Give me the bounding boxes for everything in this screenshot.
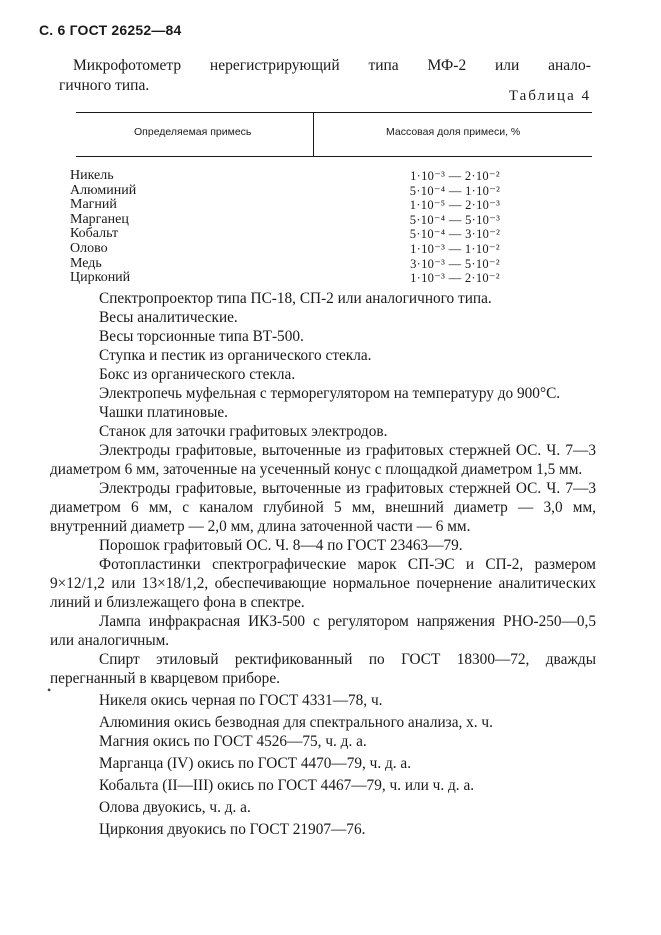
table-row: [70, 168, 592, 184]
impurity-name: Медь: [70, 255, 102, 271]
intro-word: типа: [368, 57, 399, 74]
page-header: С. 6 ГОСТ 26252—84: [39, 22, 182, 38]
impurity-value: 5·10⁻⁴ — 5·10⁻³: [409, 212, 501, 227]
intro-word: анало-: [548, 57, 591, 74]
impurity-value: 1·10⁻³ — 2·10⁻²: [410, 271, 500, 286]
table-row: [70, 211, 592, 228]
impurity-value: 1·10⁻³ — 2·10⁻²: [410, 169, 500, 183]
list-item: Чашки платиновые.: [99, 404, 228, 421]
column-header-impurity: Определяемая примесь: [134, 126, 252, 138]
impurity-name: Магний: [70, 197, 117, 213]
table-row: [70, 182, 592, 199]
list-item: Олова двуокись, ч. д. а.: [99, 799, 251, 816]
intro-word: Микрофотометр: [73, 57, 182, 74]
table-row: [70, 255, 592, 272]
intro-line-2: гичного типа.: [59, 77, 150, 94]
table-row: [70, 197, 592, 213]
table-row: [70, 270, 592, 286]
impurity-value: 3·10⁻³ — 5·10⁻²: [410, 256, 500, 271]
table-row: [70, 226, 592, 242]
list-item: Электроды графитовые, выточенные из графитовых стержней ОС. Ч. 7—3 диаметром 6 мм, с каналом глубиной 5 мм, внешний диаметр — 3,0 мм, внутренний диаметр — 2,0 мм, длина заточенной части — 6 мм.: [50, 480, 596, 535]
list-item: Циркония двуокись по ГОСТ 21907—76.: [99, 821, 366, 838]
list-item: Алюминия окись безводная для спектрального анализа, х. ч.: [99, 714, 493, 731]
impurity-value: 1·10⁻⁵ — 2·10⁻³: [409, 198, 501, 213]
impurity-table: [70, 112, 592, 289]
column-header-fraction: Массовая доля примеси, %: [386, 126, 521, 138]
list-item: Электропечь муфельная с терморегулятором на температуру до 900°С.: [99, 385, 561, 402]
list-item: Весы торсионные типа ВТ-500.: [99, 328, 304, 345]
intro-word: МФ-2: [427, 57, 467, 74]
impurity-value: 1·10⁻³ — 1·10⁻²: [410, 241, 500, 256]
list-item: Бокс из органического стекла.: [99, 366, 296, 383]
impurity-value: 5·10⁻⁴ — 3·10⁻²: [409, 227, 501, 242]
intro-word: или: [495, 57, 520, 74]
list-item: Спектропроектор типа ПС-18, СП-2 или аналогичного типа.: [99, 290, 492, 307]
list-item: Фотопластинки спектрографические марок СП-ЭС и СП-2, размером 9×12/1,2 или 13×18/1,2, обеспечивающие нормальное почернение аналитических линий и близлежащего фона в спектре.: [50, 556, 596, 611]
equipment-list: [50, 289, 596, 839]
list-item: Никеля окись черная по ГОСТ 4331—78, ч.: [99, 692, 383, 709]
intro-line-1: [73, 56, 591, 76]
impurity-name: Никель: [70, 168, 114, 183]
list-item: Спирт этиловый ректификованный по ГОСТ 18300—72, дважды перегнанный в кварцевом приборе.: [50, 651, 596, 687]
list-item: Станок для заточки графитовых электродов.: [99, 423, 388, 440]
impurity-name: Марганец: [70, 211, 129, 227]
impurity-name: Цирконий: [70, 270, 131, 286]
table-row: [70, 240, 592, 257]
impurity-name: Алюминий: [70, 182, 137, 198]
table-header: [76, 112, 592, 157]
list-item: Кобальта (II—III) окись по ГОСТ 4467—79, ч. или ч. д. а.: [99, 777, 475, 794]
list-item: Электроды графитовые, выточенные из графитовых стержней ОС. Ч. 7—3 диаметром 6 мм, заточенные на усеченный конус с площадкой диаметром 1,5 мм.: [50, 442, 596, 478]
impurity-name: Кобальт: [70, 226, 119, 242]
table-caption: Таблица 4: [508, 88, 591, 104]
margin-dot: •: [47, 683, 52, 697]
list-item: Весы аналитические.: [99, 309, 238, 326]
impurity-name: Олово: [70, 240, 108, 256]
list-item: Марганца (IV) окись по ГОСТ 4470—79, ч. д. а.: [99, 755, 412, 772]
list-item: Лампа инфракрасная ИКЗ-500 с регулятором напряжения РНО-250—0,5 или аналогичным.: [50, 613, 596, 649]
table-body: [70, 168, 592, 289]
list-item: Ступка и пестик из органического стекла.: [99, 347, 372, 364]
column-divider: [313, 113, 314, 156]
list-item: Магния окись по ГОСТ 4526—75, ч. д. а.: [99, 733, 367, 750]
intro-word: нерегистрирующий: [209, 57, 340, 74]
list-item: Порошок графитовый ОС. Ч. 8—4 по ГОСТ 23463—79.: [99, 537, 463, 554]
impurity-value: 5·10⁻⁴ — 1·10⁻²: [409, 183, 501, 198]
